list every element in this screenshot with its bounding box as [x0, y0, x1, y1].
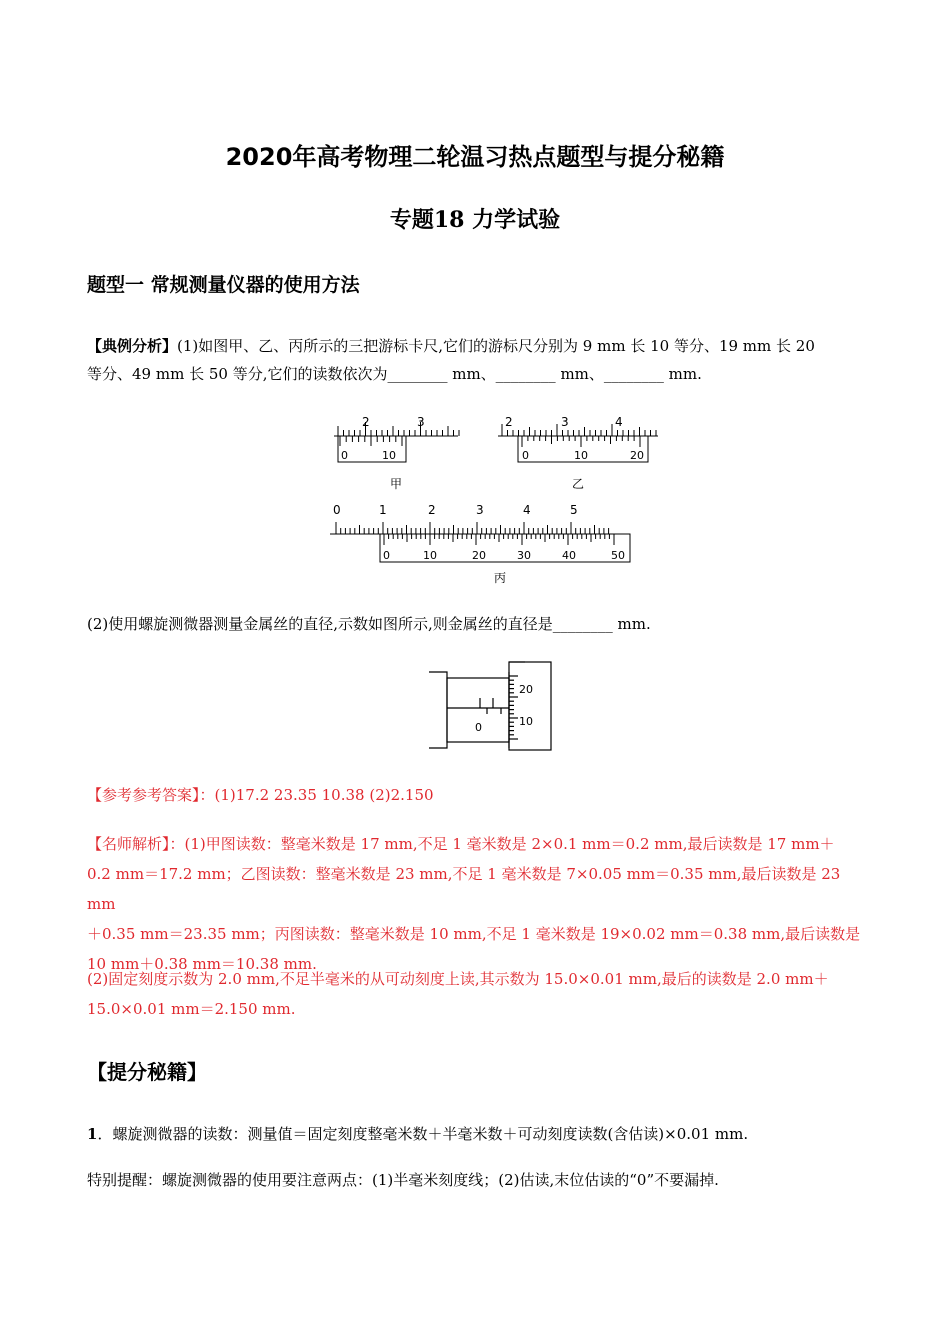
- micrometer-sleeve-zero: 0: [475, 721, 482, 734]
- jia-caption: 甲: [390, 477, 403, 491]
- tips-note: 特别提醒：螺旋测微器的使用要注意两点：(1)半毫米刻度线；(2)估读,末位估读的“0”不要漏掉.: [87, 1171, 719, 1189]
- example-paragraph: [87, 332, 867, 388]
- tips-item-1: [87, 1120, 867, 1148]
- yi-main-tick-label: 2: [505, 415, 513, 429]
- analysis-label: 【名师解析】：: [87, 835, 185, 853]
- bing-main-tick-label: 4: [523, 503, 531, 517]
- answer-paragraph: [87, 781, 867, 809]
- example-line2: 等分、49 mm 长 50 等分,它们的读数依次为________ mm、________ mm、________ mm.: [87, 365, 702, 383]
- analysis-line1: (1)甲图读数：整毫米数是 17 mm,不足 1 毫米数是 2×0.1 mm＝0.2 mm,最后读数是 17 mm＋: [184, 835, 835, 853]
- yi-caption: 乙: [572, 477, 585, 491]
- tips-item-text: ．螺旋测微器的读数：测量值＝固定刻度整毫米数＋半毫米数＋可动刻度读数(含估读)×0.01 mm.: [97, 1125, 749, 1143]
- analysis-line4: 10 mm＋0.38 mm＝10.38 mm.: [87, 955, 317, 973]
- micrometer-thimble-lower: 10: [519, 715, 533, 728]
- bing-main-tick-label: 2: [428, 503, 436, 517]
- question2: (2)使用螺旋测微器测量金属丝的直径,示数如图所示,则金属丝的直径是________ mm.: [87, 615, 651, 633]
- analysis-p2-line1: (2)固定刻度示数为 2.0 mm,不足半毫米的从可动刻度上读,其示数为 15.0×0.01 mm,最后的读数是 2.0 mm＋: [87, 970, 829, 988]
- bing-vernier-tick-label: 20: [472, 549, 486, 562]
- micrometer-figure: [425, 658, 555, 754]
- bing-main-tick-label: 1: [379, 503, 387, 517]
- bing-main-tick-label: 0: [333, 503, 341, 517]
- micrometer-thimble-upper: 20: [519, 683, 533, 696]
- bing-vernier-tick-label: 40: [562, 549, 576, 562]
- bing-main-tick-label: 3: [476, 503, 484, 517]
- vernier-caliper-figures: [320, 408, 680, 590]
- bing-vernier-tick-label: 30: [517, 549, 531, 562]
- example-label: 【典例分析】: [87, 337, 178, 355]
- bing-main-tick-label: 5: [570, 503, 578, 517]
- jia-main-tick-label: 3: [417, 415, 425, 429]
- jia-vernier-tick-label: 0: [341, 449, 348, 462]
- example-line1: (1)如图甲、乙、丙所示的三把游标卡尺,它们的游标尺分别为 9 mm 长 10 等分、19 mm 长 20: [177, 337, 815, 355]
- bing-vernier-tick-label: 0: [383, 549, 390, 562]
- analysis-line2: 0.2 mm＝17.2 mm；乙图读数：整毫米数是 23 mm,不足 1 毫米数是 7×0.05 mm＝0.35 mm,最后读数是 23 mm: [87, 865, 841, 913]
- tips-heading: 【提分秘籍】: [87, 1060, 207, 1084]
- page-subtitle: 专题18 力学试验: [389, 207, 561, 233]
- analysis-paragraph: [87, 829, 867, 979]
- jia-vernier-tick-label: 10: [382, 449, 396, 462]
- jia-main-tick-label: 2: [362, 415, 370, 429]
- yi-main-tick-label: 3: [561, 415, 569, 429]
- tips-item-number: 1: [87, 1125, 98, 1143]
- answer-text: (1)17.2 23.35 10.38 (2)2.150: [214, 786, 434, 804]
- analysis-line3: ＋0.35 mm＝23.35 mm；丙图读数：整毫米数是 10 mm,不足 1 毫米数是 19×0.02 mm＝0.38 mm,最后读数是: [87, 925, 861, 943]
- answer-label: 【参考参考答案】：: [87, 786, 215, 804]
- bing-caption: 丙: [494, 571, 507, 585]
- yi-main-tick-label: 4: [615, 415, 623, 429]
- yi-vernier-tick-label: 10: [574, 449, 588, 462]
- bing-vernier-tick-label: 50: [611, 549, 625, 562]
- page-title: 2020年高考物理二轮温习热点题型与提分秘籍: [225, 143, 725, 171]
- section-heading: 题型一 常规测量仪器的使用方法: [87, 274, 360, 296]
- bing-vernier-tick-label: 10: [423, 549, 437, 562]
- analysis-p2-line2: 15.0×0.01 mm＝2.150 mm.: [87, 1000, 296, 1018]
- yi-vernier-tick-label: 0: [522, 449, 529, 462]
- analysis-part2: [87, 964, 867, 1024]
- yi-vernier-tick-label: 20: [630, 449, 644, 462]
